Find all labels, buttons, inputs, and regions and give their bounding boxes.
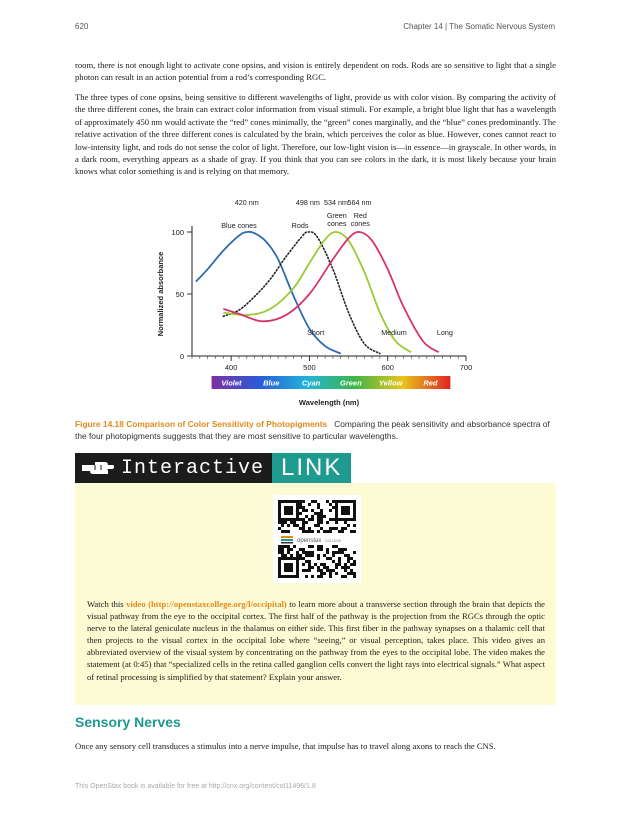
qr-module — [314, 524, 317, 527]
qr-module — [311, 515, 314, 518]
qr-module — [290, 521, 293, 524]
qr-module — [305, 554, 308, 557]
qr-module — [341, 548, 344, 551]
qr-module — [320, 572, 323, 575]
qr-module — [320, 545, 323, 548]
x-axis-label: Wavelength (nm) — [298, 398, 360, 407]
qr-module — [317, 512, 320, 515]
qr-module — [284, 545, 287, 548]
qr-module — [311, 545, 314, 548]
qr-module — [326, 557, 329, 560]
series-label: cones — [327, 219, 347, 228]
qr-module — [332, 500, 335, 503]
qr-module — [323, 554, 326, 557]
qr-module — [353, 524, 356, 527]
qr-module — [305, 560, 308, 563]
qr-module — [326, 548, 329, 551]
qr-module — [338, 551, 341, 554]
qr-finder — [284, 563, 293, 572]
interactive-box — [75, 483, 556, 705]
qr-module — [326, 500, 329, 503]
y-tick-label: 100 — [171, 228, 184, 237]
qr-module — [335, 572, 338, 575]
qr-module — [353, 560, 356, 563]
qr-module — [335, 521, 338, 524]
qr-module — [344, 521, 347, 524]
qr-module — [347, 560, 350, 563]
qr-module — [299, 548, 302, 551]
qr-module — [299, 506, 302, 509]
qr-module — [302, 563, 305, 566]
qr-module — [305, 569, 308, 572]
series-label: Rods — [291, 221, 309, 230]
qr-module — [302, 521, 305, 524]
band-annotation: Medium — [381, 328, 407, 337]
qr-module — [338, 557, 341, 560]
qr-module — [320, 521, 323, 524]
qr-module — [296, 551, 299, 554]
qr-module — [335, 566, 338, 569]
x-tick-label: 600 — [381, 363, 394, 372]
qr-module — [350, 563, 353, 566]
qr-module — [311, 566, 314, 569]
qr-module — [314, 563, 317, 566]
qr-module — [320, 548, 323, 551]
qr-code[interactable] — [273, 495, 361, 583]
pointing-hand-icon — [81, 459, 115, 477]
qr-module — [323, 530, 326, 533]
qr-module — [329, 518, 332, 521]
qr-module — [299, 503, 302, 506]
qr-module — [311, 551, 314, 554]
qr-module — [302, 548, 305, 551]
qr-module — [287, 545, 290, 548]
qr-module — [308, 560, 311, 563]
qr-module — [302, 551, 305, 554]
qr-module — [302, 530, 305, 533]
qr-module — [323, 572, 326, 575]
qr-module — [326, 551, 329, 554]
spectrum-label: Yellow — [378, 378, 403, 388]
qr-module — [317, 515, 320, 518]
spectrum-label: Cyan — [301, 378, 321, 388]
qr-module — [347, 557, 350, 560]
qr-module — [329, 530, 332, 533]
qr-module — [299, 512, 302, 515]
qr-module — [332, 545, 335, 548]
paragraph-rods: room, there is not enough light to activate cone opsins, and vision is entirely dependent on rods. Rods are so sensitive to light that a single photon can result in an action potential from a rod’s corresponding RGC. — [75, 60, 556, 83]
qr-module — [281, 551, 284, 554]
link-label-box — [272, 453, 351, 483]
qr-module — [287, 548, 290, 551]
qr-module — [338, 563, 341, 566]
qr-module — [335, 545, 338, 548]
series-label: Blue cones — [221, 221, 257, 230]
qr-brand: openstax — [297, 538, 322, 544]
qr-finder — [284, 506, 293, 515]
qr-module — [338, 530, 341, 533]
qr-module — [332, 560, 335, 563]
qr-module — [287, 524, 290, 527]
qr-module — [341, 551, 344, 554]
qr-module — [332, 518, 335, 521]
qr-module — [305, 575, 308, 578]
qr-module — [329, 509, 332, 512]
qr-module — [350, 530, 353, 533]
qr-module — [317, 506, 320, 509]
qr-module — [350, 557, 353, 560]
qr-module — [302, 557, 305, 560]
qr-module — [278, 551, 281, 554]
qr-module — [293, 545, 296, 548]
qr-finder — [341, 506, 350, 515]
qr-module — [308, 518, 311, 521]
qr-module — [284, 554, 287, 557]
peak-label: 564 nm — [347, 198, 372, 207]
qr-module — [317, 566, 320, 569]
qr-module — [332, 506, 335, 509]
qr-module — [308, 503, 311, 506]
qr-module — [317, 548, 320, 551]
qr-module — [317, 557, 320, 560]
qr-module — [305, 530, 308, 533]
qr-module — [311, 500, 314, 503]
qr-module — [299, 518, 302, 521]
series-label: Red — [353, 211, 367, 220]
qr-module — [311, 509, 314, 512]
qr-module — [317, 569, 320, 572]
qr-module — [353, 563, 356, 566]
series-label: Green — [326, 211, 347, 220]
qr-module — [308, 566, 311, 569]
figure-text: Comparing the peak sensitivity and absorbance spectra of the four photopigments suggests that they are most sensitive to particular wavelengths. — [75, 419, 550, 441]
video-link[interactable]: video (http://openstaxcollege.org/l/occipital) — [126, 599, 287, 609]
qr-module — [335, 563, 338, 566]
qr-module — [323, 515, 326, 518]
peak-label: 534 nm — [324, 198, 349, 207]
qr-module — [290, 554, 293, 557]
qr-module — [338, 548, 341, 551]
qr-module — [332, 554, 335, 557]
qr-module — [353, 572, 356, 575]
qr-module — [350, 569, 353, 572]
qr-module — [287, 551, 290, 554]
qr-module — [347, 554, 350, 557]
qr-module — [323, 566, 326, 569]
qr-module — [308, 527, 311, 530]
qr-module — [326, 530, 329, 533]
qr-module — [308, 551, 311, 554]
qr-module — [326, 566, 329, 569]
qr-module — [317, 524, 320, 527]
qr-module — [293, 521, 296, 524]
qr-module — [344, 566, 347, 569]
qr-module — [299, 554, 302, 557]
figure-caption — [75, 418, 557, 442]
qr-module — [302, 569, 305, 572]
qr-module — [344, 527, 347, 530]
qr-module — [329, 557, 332, 560]
figure-label: Figure 14.18 Comparison of Color Sensitivity of Photopigments — [75, 419, 328, 429]
qr-module — [320, 563, 323, 566]
qr-module — [347, 566, 350, 569]
qr-module — [317, 545, 320, 548]
x-tick-label: 500 — [303, 363, 316, 372]
qr-module — [302, 509, 305, 512]
qr-module — [329, 575, 332, 578]
spectrum-label: Blue — [263, 378, 280, 388]
qr-module — [302, 518, 305, 521]
qr-module — [320, 569, 323, 572]
qr-module — [338, 560, 341, 563]
qr-module — [341, 527, 344, 530]
band-annotation: Long — [436, 328, 453, 337]
qr-module — [308, 554, 311, 557]
qr-module — [341, 566, 344, 569]
qr-module — [281, 521, 284, 524]
qr-module — [305, 521, 308, 524]
interactive-text-after: to learn more about a transverse section through the brain that depicts the visual pathway from the eye to the occipital cortex. The first half of the pathway is the projection from the RGCs through the optic nerve to the lateral geniculate nucleus in the thalamus on either side. This first fiber in the pathway synapses on a thalamic cell that then projects to the visual cortex in the occipital lobe where “seeing,” or visual perception, takes place. This video gives an abbreviated overview of the visual system by concentrating on the pathway from the eyes to the occipital lobe. The video makes the statement (at 0:45) that “specialized cells in the retina called ganglion cells convert the light rays into electrical signals.” What aspect of retinal processing is simplified by that statement? Explain your answer. — [87, 599, 545, 682]
qr-module — [314, 500, 317, 503]
qr-module — [317, 530, 320, 533]
band-annotation: Short — [307, 328, 325, 337]
qr-module — [308, 545, 311, 548]
qr-module — [278, 548, 281, 551]
absorbance-chart — [150, 194, 480, 412]
qr-brand-suffix: COLLEGE — [325, 539, 342, 543]
qr-module — [320, 515, 323, 518]
page-number: 620 — [75, 22, 89, 31]
spectrum-label: Violet — [221, 378, 242, 388]
qr-module — [311, 554, 314, 557]
qr-module — [353, 530, 356, 533]
qr-module — [353, 575, 356, 578]
qr-module — [281, 545, 284, 548]
qr-module — [293, 524, 296, 527]
qr-module — [302, 506, 305, 509]
qr-module — [299, 500, 302, 503]
qr-module — [329, 572, 332, 575]
qr-module — [302, 527, 305, 530]
qr-module — [335, 551, 338, 554]
y-tick-label: 0 — [179, 352, 184, 361]
peak-label: 498 nm — [295, 198, 320, 207]
spectrum-bar — [212, 376, 451, 389]
qr-module — [341, 575, 344, 578]
qr-module — [317, 521, 320, 524]
qr-module — [314, 512, 317, 515]
x-tick-label: 700 — [459, 363, 473, 372]
qr-module — [281, 524, 284, 527]
qr-module — [320, 518, 323, 521]
qr-module — [341, 530, 344, 533]
qr-module — [332, 569, 335, 572]
qr-module — [320, 527, 323, 530]
qr-module — [305, 551, 308, 554]
qr-module — [353, 551, 356, 554]
qr-module — [332, 551, 335, 554]
interactive-text-before: Watch this — [87, 599, 127, 609]
peak-label: 420 nm — [234, 198, 259, 207]
qr-module — [329, 527, 332, 530]
interactive-description — [87, 598, 545, 683]
y-axis-label: Normalized absorbance — [156, 251, 165, 337]
qr-module — [281, 554, 284, 557]
qr-module — [317, 554, 320, 557]
series-label: cones — [350, 219, 370, 228]
qr-module — [278, 545, 281, 548]
qr-module — [320, 575, 323, 578]
qr-module — [320, 509, 323, 512]
y-tick-label: 50 — [175, 290, 184, 299]
qr-module — [296, 554, 299, 557]
qr-module — [278, 521, 281, 524]
spectrum-label: Red — [423, 378, 438, 388]
qr-module — [308, 563, 311, 566]
qr-module — [344, 548, 347, 551]
qr-module — [329, 503, 332, 506]
paragraph-cone-opsins: The three types of cone opsins, being sensitive to different wavelengths of light, provide us with color vision. By comparing the activity of the three different cones, the brain can extract color information from visual stimuli. For example, a bright blue light that has a wavelength of approximately 450 nm would activate the “red” cones minimally, the “green” cones marginally, and the “blue” cones predominantly. The relative activation of the three different cones is calculated by the brain, which perceives the color as blue. However, cones cannot react to low-intensity light, and rods do not sense the color of light. Therefore, our low-light vision is—in essence—in grayscale. In other words, in a dark room, everything appears as a shade of gray. If you think that you can see colors in the dark, it is most likely because your brain knows what color something is and is relying on that memory. — [75, 92, 556, 177]
qr-module — [305, 515, 308, 518]
qr-module — [326, 521, 329, 524]
interactive-text: Interactive — [121, 456, 265, 480]
series-line-rods — [223, 232, 380, 354]
interactive-link-banner — [75, 453, 351, 483]
qr-module — [284, 530, 287, 533]
qr-module — [284, 521, 287, 524]
qr-module — [326, 569, 329, 572]
qr-module — [344, 569, 347, 572]
qr-module — [290, 548, 293, 551]
qr-module — [278, 527, 281, 530]
qr-module — [299, 527, 302, 530]
qr-module — [320, 512, 323, 515]
qr-module — [344, 575, 347, 578]
page-footer: This OpenStax book is available for free at http://cnx.org/content/col11496/1.8 — [75, 783, 316, 790]
qr-module — [344, 554, 347, 557]
qr-module — [329, 569, 332, 572]
qr-module — [302, 500, 305, 503]
qr-module — [344, 563, 347, 566]
section-heading: Sensory Nerves — [75, 714, 181, 730]
qr-module — [311, 575, 314, 578]
paragraph-sensory-nerves: Once any sensory cell transduces a stimulus into a nerve impulse, that impulse has to travel along axons to reach the CNS. — [75, 741, 496, 751]
x-tick-label: 400 — [224, 363, 238, 372]
interactive-label-box — [75, 453, 272, 483]
qr-module — [317, 575, 320, 578]
chapter-header: Chapter 14 | The Somatic Nervous System — [403, 22, 555, 31]
link-text: LINK — [281, 454, 343, 481]
qr-module — [323, 563, 326, 566]
qr-module — [281, 548, 284, 551]
qr-module — [347, 524, 350, 527]
qr-module — [335, 527, 338, 530]
qr-module — [311, 518, 314, 521]
qr-module — [347, 572, 350, 575]
qr-module — [281, 530, 284, 533]
qr-module — [311, 530, 314, 533]
qr-module — [305, 509, 308, 512]
qr-module — [287, 530, 290, 533]
qr-module — [296, 524, 299, 527]
spectrum-label: Green — [340, 378, 362, 388]
qr-module — [308, 530, 311, 533]
qr-module — [332, 527, 335, 530]
qr-module — [350, 572, 353, 575]
qr-module — [299, 557, 302, 560]
qr-module — [317, 518, 320, 521]
qr-code-image — [273, 495, 361, 583]
qr-module — [317, 503, 320, 506]
qr-module — [302, 524, 305, 527]
qr-module — [308, 569, 311, 572]
